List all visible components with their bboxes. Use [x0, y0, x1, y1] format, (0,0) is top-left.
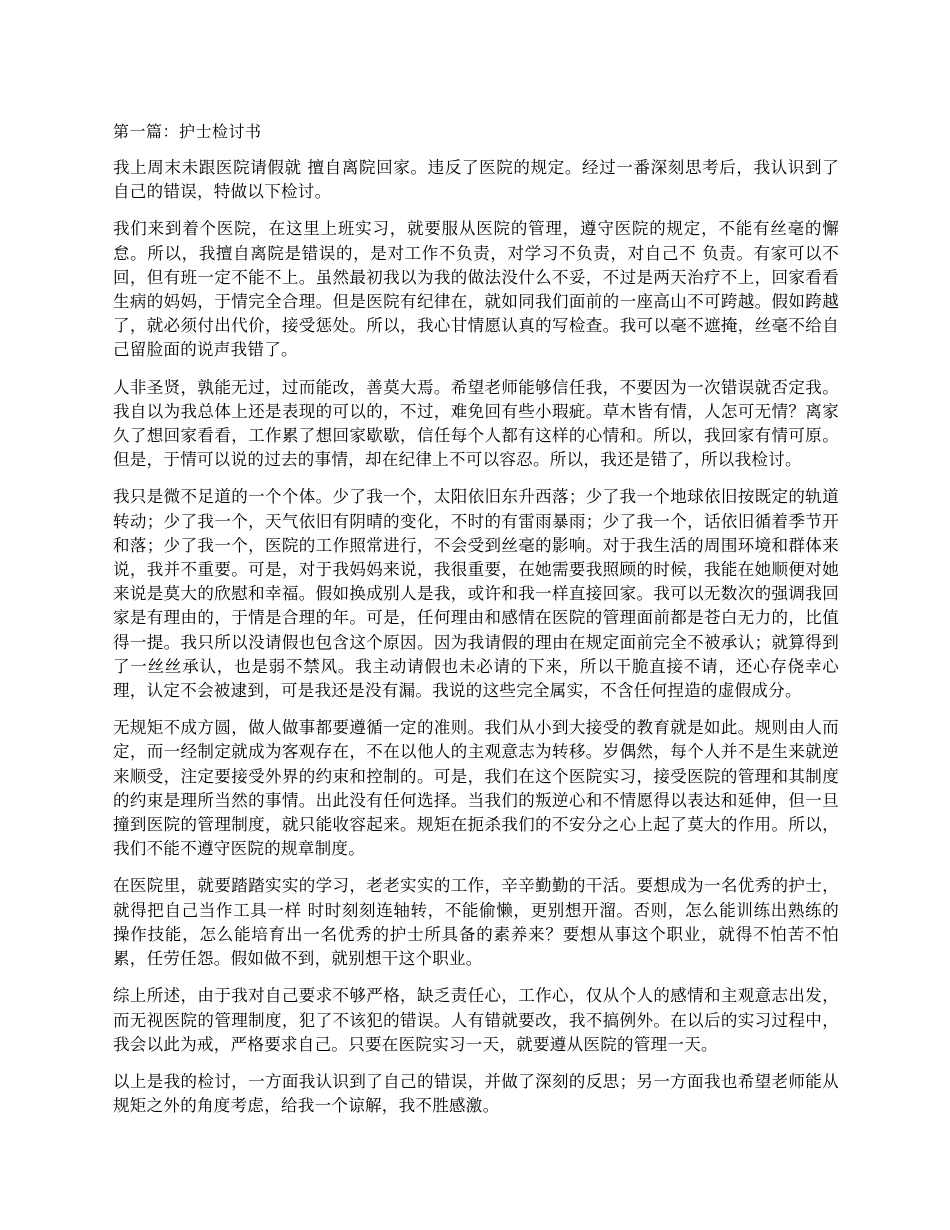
paragraph-4: 我只是微不足道的一个个体。少了我一个，太阳依旧东升西落；少了我一个地球依旧按既定的轨道转动；少了我一个，天气依旧有阴晴的变化，不时的有雷雨暴雨；少了我一个，话依旧循着季节开和落；少了我一个，医院的工作照常进行，不会受到丝毫的影响。对于我生活的周围环境和群体来说，我并不重要。可是，对于我妈妈来说，我很重要，在她需要我照顾的时候，我能在她顺便对她来说是莫大的欣慰和幸福。假如换成别人是我，或许和我一样直接回家。我可以无数次的强调我回家是有理由的，于情是合理的年。可是，任何理由和感情在医院的管理面前都是苍白无力的，比值得一提。我只所以没请假也包含这个原因。因为我请假的理由在规定面前完全不被承认；就算得到了一丝丝承认，也是弱不禁风。我主动请假也未必请的下来，所以干脆直接不请，还心存侥幸心理，认定不会被逮到，可是我还是没有漏。我说的这些完全属实，不含任何捏造的虚假成分。 [113, 487, 839, 701]
paragraph-7: 综上所述，由于我对自己要求不够严格，缺乏责任心，工作心，仅从个人的感情和主观意志出发，而无视医院的管理制度，犯了不该犯的错误。人有错就要改，我不搞例外。在以后的实习过程中，我会以此为戒，严格要求自己。只要在医院实习一天，就要遵从医院的管理一天。 [113, 986, 839, 1054]
paragraph-8: 以上是我的检讨，一方面我认识到了自己的错误，并做了深刻的反思；另一方面我也希望老师能从规矩之外的角度考虑，给我一个谅解，我不胜感激。 [113, 1071, 839, 1116]
paragraph-1: 我上周末未跟医院请假就 擅自离院回家。违反了医院的规定。经过一番深刻思考后，我认识到了 自己的错误，特做以下检讨。 [113, 158, 839, 202]
paragraph-2: 我们来到着个医院，在这里上班实习，就要服从医院的管理，遵守医院的规定，不能有丝毫的懈怠。所以，我擅自离院是错误的，是对工作不负责，对学习不负责，对自己不 负责。有家可以不回，但有班一定不能不上。虽然最初我以为我的做法没什么不妥，不过是两天治疗不上，回家看看生病的妈妈，于情完全合理。但是医院有纪律在，就如同我们面前的一座高山不可跨越。假如跨越了，就必须付出代价，接受惩处。所以，我心甘情愿认真的写检查。我可以毫不遮掩，丝毫不给自己留脸面的说声我错了。 [113, 219, 839, 360]
document-page [113, 118, 839, 1131]
paragraph-5: 无规矩不成方圆，做人做事都要遵循一定的准则。我们从小到大接受的教育就是如此。规则由人而定，而一经制定就成为客观存在，不在以他人的主观意志为转移。岁偶然，每个人并不是生来就逆来顺受，注定要接受外界的约束和控制的。可是，我们在这个医院实习，接受医院的管理和其制度的约束是理所当然的事情。出此没有任何选择。当我们的叛逆心和不情愿得以表达和延伸，但一旦撞到医院的管理制度，就只能收容起来。规矩在扼杀我们的不安分之心上起了莫大的作用。所以，我们不能不遵守医院的规章制度。 [113, 718, 839, 859]
paragraph-6: 在医院里，就要踏踏实实的学习，老老实实的工作，辛辛勤勤的干活。要想成为一名优秀的护士，就得把自己当作工具一样 时时刻刻连轴转，不能偷懒，更别想开溜。否则，怎么能训练出熟练的操作技能，怎么能培育出一名优秀的护士所具备的素养来？要想从事这个职业，就得不怕苦不怕累，任劳任怨。假如做不到，就别想干这个职业。 [113, 876, 839, 969]
paragraph-3: 人非圣贤，孰能无过，过而能改，善莫大焉。希望老师能够信任我，不要因为一次错误就否定我。我自以为我总体上还是表现的可以的，不过，难免回有些小瑕疵。草木皆有情，人怎可无情？离家久了想回家看看，工作累了想回家歇歇，信任每个人都有这样的心情和。所以，我回家有情可原。但是，于情可以说的过去的事情，却在纪律上不可以容忍。所以，我还是错了，所以我检讨。 [113, 377, 839, 470]
document-title: 第一篇：护士检讨书 [113, 122, 262, 141]
